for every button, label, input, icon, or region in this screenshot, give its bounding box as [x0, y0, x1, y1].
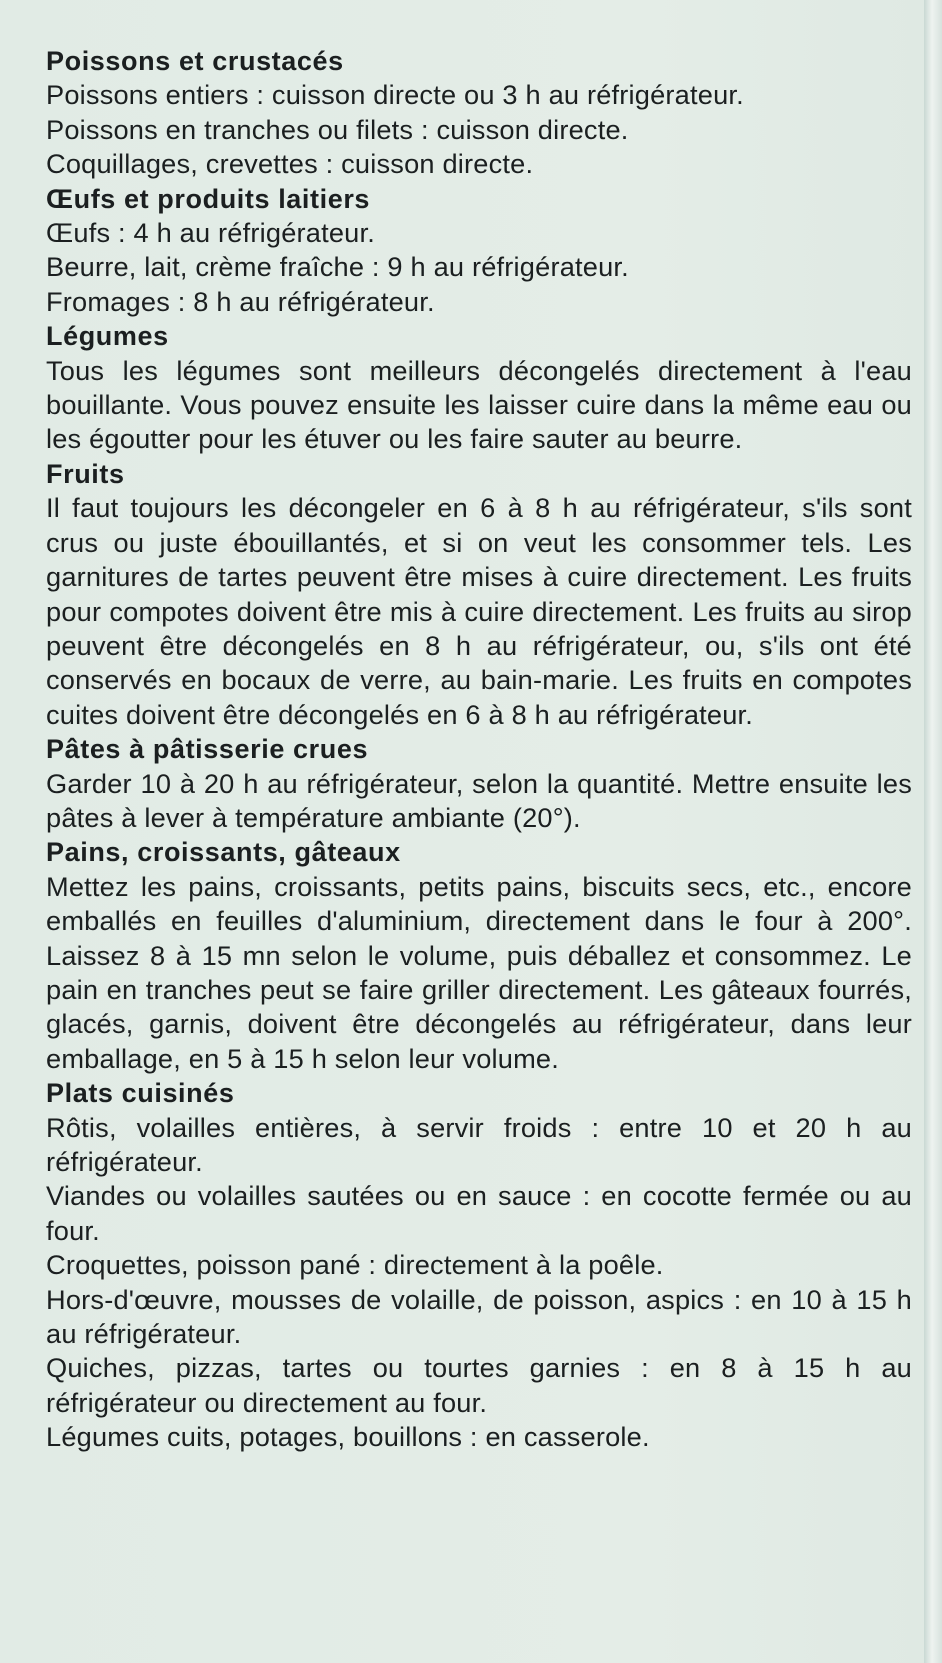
section-heading: Pains, croissants, gâteaux: [46, 837, 401, 868]
text-line: Beurre, lait, crème fraîche : 9 h au réfrigérateur.: [46, 251, 629, 283]
section-heading: Pâtes à pâtisserie crues: [46, 734, 369, 765]
section-oeufs: [46, 182, 912, 320]
text-line: Poissons entiers : cuisson directe ou 3 h au réfrigérateur.: [46, 79, 744, 111]
section-paragraph: Viandes ou volailles sautées ou en sauce : en cocotte fermée ou au four.: [46, 1180, 912, 1246]
page-edge: [924, 0, 942, 1663]
section-fruits: [46, 457, 912, 732]
section-heading: Poissons et crustacés: [46, 46, 344, 76]
section-paragraph: Rôtis, volailles entières, à servir froids : entre 10 et 20 h au réfrigérateur.: [46, 1111, 912, 1177]
section-paragraph: Légumes cuits, potages, bouillons : en casserole.: [46, 1421, 650, 1453]
text-line: Œufs : 4 h au réfrigérateur.: [46, 217, 375, 249]
section-pains: [46, 835, 912, 1076]
section-heading: Fruits: [46, 458, 125, 489]
document-body: [46, 44, 912, 1455]
section-plats: [46, 1076, 912, 1454]
section-heading: Légumes: [46, 321, 169, 352]
section-paragraph: Mettez les pains, croissants, petits pains, biscuits secs, etc., encore emballés en feuilles d'aluminium, directement dans le four à 200°. Laissez 8 à 15 mn selon le volume, puis déballez et consommez. Le pain en tranches peut se faire griller directement. Les gâteaux fourrés, glacés, garnis, doivent être décongelés au réfrigérateur, dans leur emballage, en 5 à 15 h selon leur volume.: [46, 870, 912, 1074]
section-poissons: [46, 44, 912, 182]
section-pates: [46, 732, 912, 835]
section-heading: Plats cuisinés: [46, 1078, 235, 1109]
text-line: Fromages : 8 h au réfrigérateur.: [46, 285, 435, 317]
section-paragraph: Il faut toujours les décongeler en 6 à 8 h au réfrigérateur, s'ils sont crus ou juste ébouillantés, et si on veut les consommer tels. Les garnitures de tartes peuvent être mises à cuire directement. Les fruits pour compotes doivent être mis à cuire directement. Les fruits au sirop peuvent être décongelés en 8 h au réfrigérateur, ou, s'ils ont été conservés en bocaux de verre, au bain-marie. Les fruits en compotes cuites doivent être décongelés en 6 à 8 h au réfrigérateur.: [46, 492, 912, 730]
section-heading: Œufs et produits laitiers: [46, 183, 371, 214]
text-line: Poissons en tranches ou filets : cuisson directe.: [46, 113, 629, 145]
text-line: Coquillages, crevettes : cuisson directe.: [46, 148, 534, 180]
section-paragraph: Tous les légumes sont meilleurs décongelés directement à l'eau bouillante. Vous pouvez ensuite les laisser cuire dans la même eau ou les égoutter pour les étuver ou les faire sauter au beurre.: [46, 354, 912, 455]
section-paragraph: Hors-d'œuvre, mousses de volaille, de poisson, aspics : en 10 à 15 h au réfrigérateur.: [46, 1283, 912, 1350]
section-paragraph: Quiches, pizzas, tartes ou tourtes garnies : en 8 à 15 h au réfrigérateur ou directement au four.: [46, 1352, 912, 1418]
section-paragraph: Croquettes, poisson pané : directement à la poêle.: [46, 1249, 664, 1281]
section-legumes: [46, 319, 912, 457]
section-paragraph: Garder 10 à 20 h au réfrigérateur, selon la quantité. Mettre ensuite les pâtes à lever à température ambiante (20°).: [46, 767, 912, 833]
